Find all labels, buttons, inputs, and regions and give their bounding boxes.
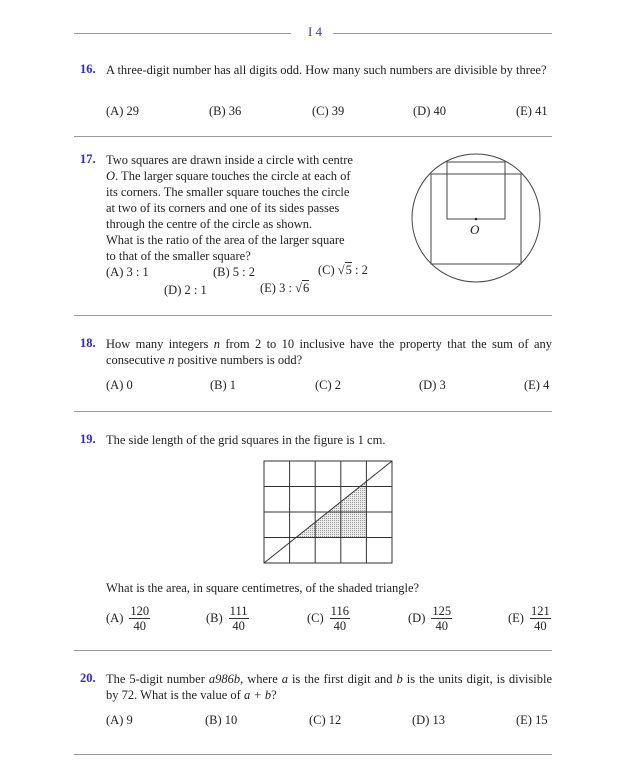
option-letter: (E) (508, 611, 524, 625)
option-suffix: : 2 (351, 263, 368, 277)
variable-n: n (168, 353, 175, 367)
sqrt-symbol: √ (337, 263, 345, 277)
option-letter: (A) (106, 611, 124, 625)
divider (74, 650, 552, 651)
fraction (129, 604, 150, 633)
option-b[interactable] (206, 604, 249, 633)
option-c[interactable]: (C) 2 (315, 378, 342, 392)
denominator: 40 (534, 619, 547, 633)
numerator: 125 (432, 604, 452, 618)
radicand: 6 (302, 281, 310, 295)
text-part: The 5-digit number (106, 672, 209, 686)
text-line-rest: . The larger square touches the circle at each of (115, 169, 351, 183)
option-b[interactable]: (B) 1 (210, 378, 237, 392)
option-b[interactable]: (B) 5 : 2 (213, 265, 256, 279)
question-number: 17. (80, 152, 96, 166)
question-text: A three-digit number has all digits odd. How many such numbers are divisible by three? (106, 63, 547, 77)
text-part: from 2 to 10 inclusive have the property that the sum of any consecutive (106, 337, 552, 367)
denominator: 40 (435, 619, 448, 633)
option-d[interactable]: (D) 40 (413, 104, 446, 118)
text-line: its corners. The smaller square touches the circle (106, 185, 350, 199)
text-line: at two of its corners and one of its sides passes (106, 201, 340, 215)
option-letter: (C) (307, 611, 324, 625)
option-e[interactable]: (E) 15 (516, 713, 548, 727)
option-a[interactable]: (A) 3 : 1 (106, 265, 149, 279)
option-b[interactable]: (B) 10 (205, 713, 238, 727)
denominator: 40 (333, 619, 347, 633)
text-line: What is the ratio of the area of the larger square (106, 233, 345, 247)
text-part: , where (240, 672, 282, 686)
numerator: 116 (330, 604, 349, 618)
option-a[interactable]: (A) 9 (106, 713, 133, 727)
text-part: positive numbers is odd? (174, 353, 303, 367)
numerator: 121 (530, 604, 550, 618)
option-d[interactable] (408, 604, 452, 633)
centre-symbol: O (106, 169, 116, 183)
option-letter: (E) 3 : (260, 281, 296, 295)
subquestion-text: What is the area, in square centimetres, of the shaded triangle? (106, 581, 420, 595)
denominator: 40 (133, 619, 146, 633)
option-c[interactable] (307, 604, 350, 633)
question-number: 18. (80, 336, 96, 350)
denominator: 40 (232, 619, 245, 633)
text-part: How many integers (106, 337, 214, 351)
fraction (431, 604, 452, 633)
question-text (106, 671, 552, 703)
option-letter: (D) (408, 611, 426, 625)
option-e[interactable]: (E) 4 (524, 378, 550, 392)
expression-a-plus-b: a + b (243, 688, 272, 702)
text-part: ? (271, 688, 277, 702)
text-line: Two squares are drawn inside a circle with centre (106, 153, 353, 167)
text-line: to that of the smaller square? (106, 249, 251, 263)
page-label: I 4 (307, 24, 323, 39)
option-e[interactable] (508, 604, 551, 633)
option-c[interactable]: (C) 39 (312, 104, 345, 118)
sqrt-symbol: √ (295, 281, 302, 295)
divider (74, 754, 552, 755)
text-line: through the centre of the circle as shown. (106, 217, 313, 231)
option-d[interactable]: (D) 2 : 1 (164, 283, 207, 297)
question-number: 19. (80, 432, 96, 446)
question-text: The side length of the grid squares in the figure is 1 cm. (106, 433, 386, 447)
option-a[interactable]: (A) 29 (106, 104, 139, 118)
option-letter: (C) (318, 263, 338, 277)
numerator: 111 (229, 604, 248, 618)
text-part: is the first digit and (287, 672, 397, 686)
option-a[interactable] (106, 604, 150, 633)
option-e[interactable]: (E) 41 (516, 104, 548, 118)
option-a[interactable]: (A) 0 (106, 378, 133, 392)
radicand: 5 (345, 263, 352, 277)
fraction (530, 604, 551, 633)
option-b[interactable]: (B) 36 (209, 104, 242, 118)
number-expression: a986b (208, 672, 241, 686)
fraction (229, 604, 249, 633)
option-c[interactable]: (C) 12 (309, 713, 342, 727)
option-letter: (B) (206, 611, 223, 625)
option-d[interactable]: (D) 13 (412, 713, 445, 727)
centre-label: O (470, 222, 480, 237)
variable-b: b (396, 672, 403, 686)
variable-a: a (281, 672, 288, 686)
question-number: 16. (80, 62, 96, 76)
question-number: 20. (80, 671, 96, 685)
fraction (330, 604, 350, 633)
option-d[interactable]: (D) 3 (419, 378, 446, 392)
text-part: is the units digit, is divisible by 72. What is the value of (106, 672, 552, 702)
variable-n: n (213, 337, 220, 351)
numerator: 120 (130, 604, 150, 618)
